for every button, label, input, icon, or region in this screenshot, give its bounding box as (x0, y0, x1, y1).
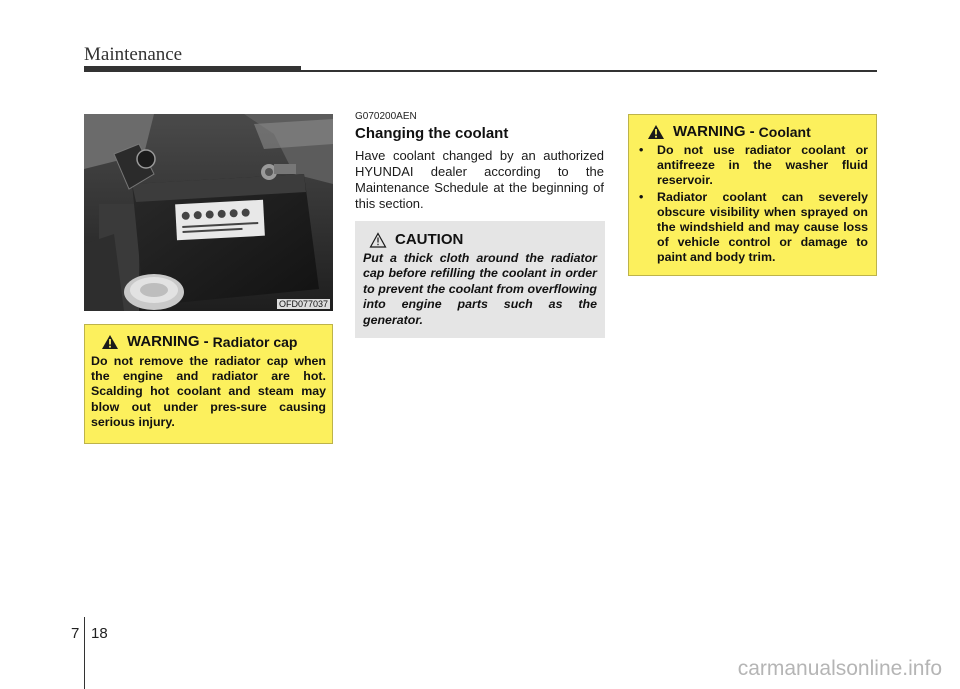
warning-label: WARNING - (673, 123, 755, 140)
caution-box (355, 221, 605, 338)
section-title: Changing the coolant (355, 125, 509, 142)
warning-triangle-icon (101, 334, 119, 350)
warning-coolant-box (628, 114, 877, 276)
list-item: • Radiator coolant can severely obscure visibility when sprayed on the windshield and may cause loss of vehicle control or damage to paint and body trim. (637, 190, 868, 266)
chapter-number: 7 (71, 625, 80, 642)
warning-label: WARNING - (127, 333, 209, 350)
photo-caption: OFD077037 (278, 299, 328, 309)
caution-triangle-icon (369, 232, 387, 248)
caution-label: CAUTION (395, 231, 464, 248)
section-code: G070200AEN (355, 111, 417, 122)
warning-coolant-list (637, 143, 868, 266)
page-number: 18 (91, 625, 108, 642)
battery-photo (84, 114, 333, 311)
engine-bay-illustration (84, 114, 333, 311)
section-body: Have coolant changed by an authorized HYUNDAI dealer according to the Maintenance Schedule at the beginning of this section. (355, 148, 604, 211)
warning-triangle-icon (647, 124, 665, 140)
header-rule-thick (84, 66, 301, 72)
warning-radiator-cap-text: Do not remove the radiator cap when the engine and radiator are hot. Scalding hot coolant and steam may blow out under pres-sure causing serious injury. (91, 354, 326, 429)
warning-subtitle: Radiator cap (212, 333, 298, 350)
warning-coolant-heading (647, 123, 868, 140)
list-item: • Do not use radiator coolant or antifreeze in the washer fluid reservoir. (637, 143, 868, 189)
caution-heading (369, 231, 597, 248)
watermark: carmanualsonline.info (737, 657, 942, 680)
warning-subtitle: Coolant (758, 123, 811, 140)
caution-text: Put a thick cloth around the radiator cap before refilling the coolant in order to prevent the coolant from overflowing into engine parts such as the generator. (363, 251, 597, 327)
header-rule-thin (301, 70, 877, 72)
page-header-title: Maintenance (84, 44, 183, 65)
warning-radiator-cap-heading (101, 333, 326, 350)
page-number-divider (84, 617, 85, 689)
warning-radiator-cap-box (84, 324, 333, 444)
